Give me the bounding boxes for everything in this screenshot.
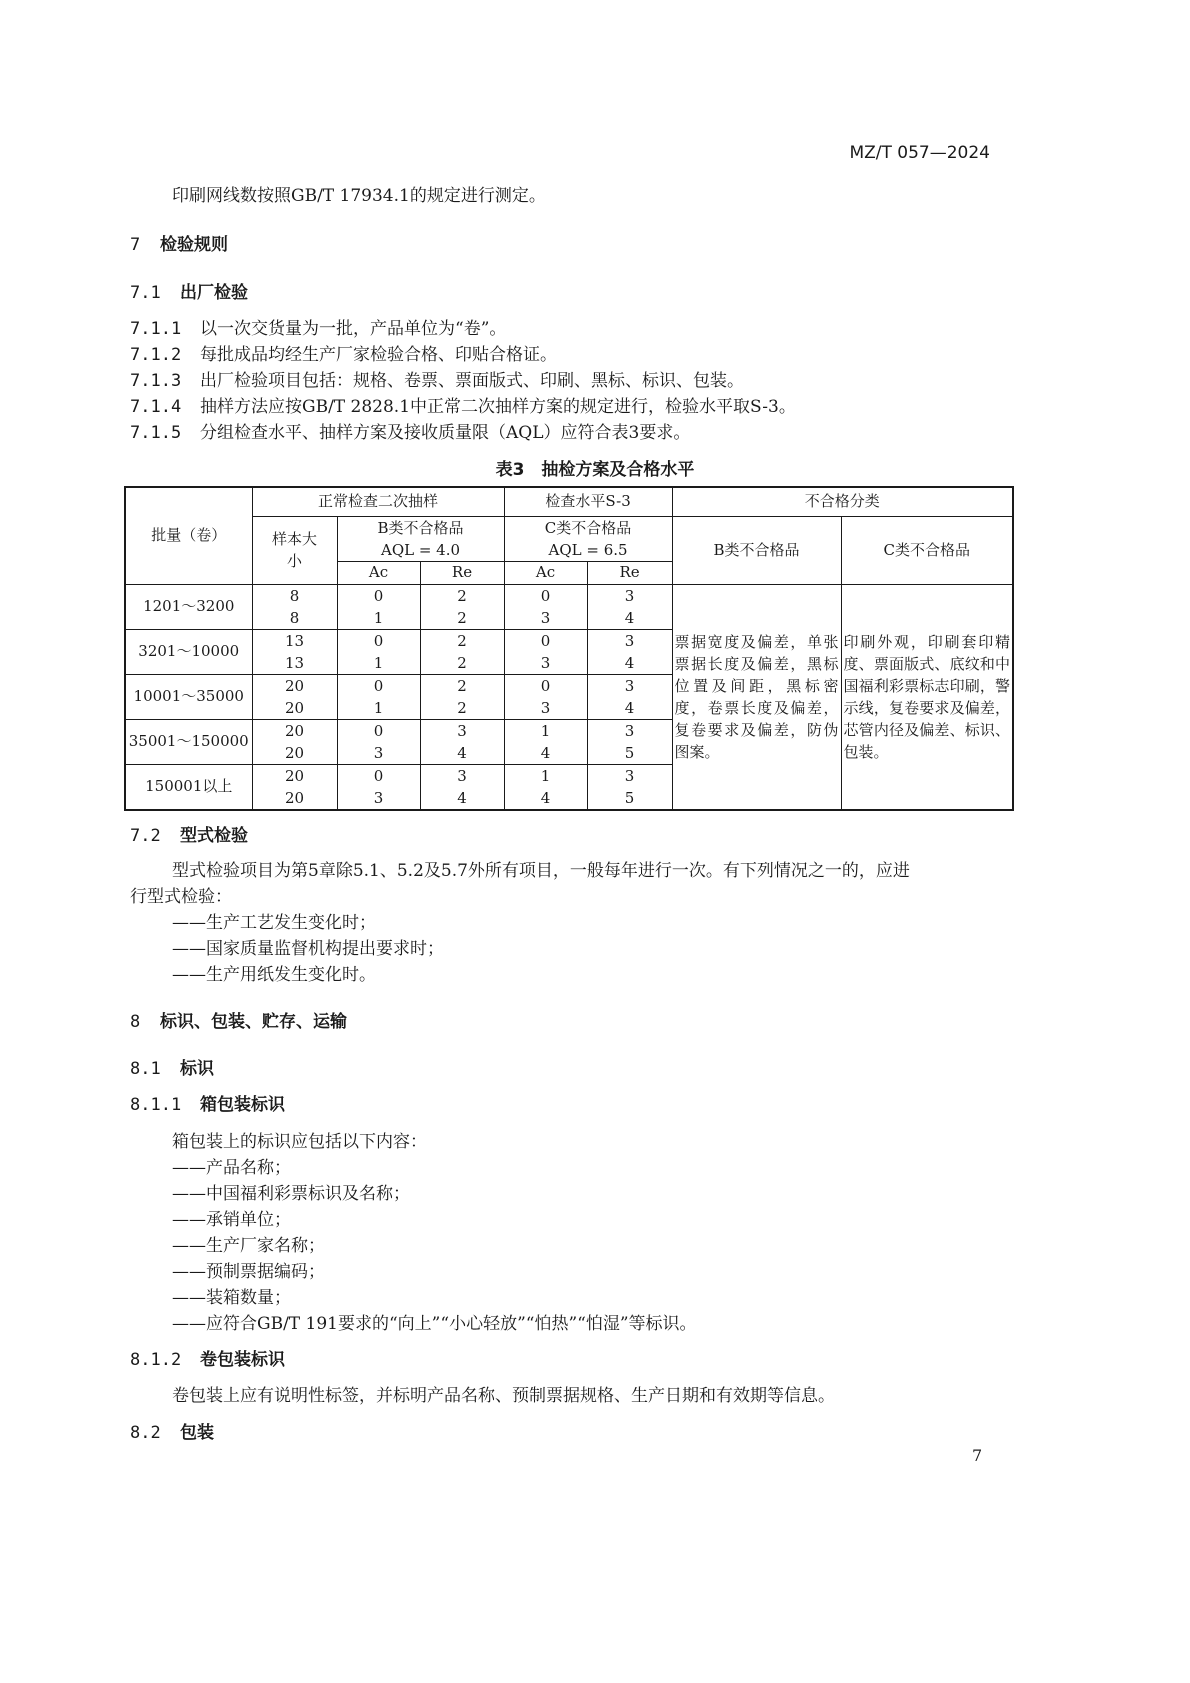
b-class-description: 票据宽度及偏差，单张票据长度及偏差，黑标位置及间距，黑标密度，卷票长度及偏差，复卷要求及偏差，防伪图案。	[672, 584, 841, 810]
sample-size-header: 样本大小	[252, 516, 337, 584]
clause-7-1-5	[130, 418, 690, 443]
b-ac-cell: 0 1	[337, 584, 420, 629]
sample-size-cell: 20 20	[252, 764, 337, 810]
type-test-paragraph-line1: 型式检验项目为第5章除5.1、5.2及5.7外所有项目，一般每年进行一次。有下列情况之一的，应进	[172, 861, 910, 881]
c-ac-cell: 1 4	[504, 719, 587, 764]
sample-size-cell: 20 20	[252, 674, 337, 719]
b-ac-cell: 0 1	[337, 674, 420, 719]
clause-text: 分组检查水平、抽样方案及接收质量限（AQL）应符合表3要求。	[200, 423, 691, 443]
section-8-1-2-heading	[130, 1345, 285, 1370]
clause-7-1-3	[130, 366, 744, 391]
nonconformity-header: 不合格分类	[672, 487, 1013, 516]
list-item: ——国家质量监督机构提出要求时；	[172, 939, 444, 959]
sample-size-cell: 8 8	[252, 584, 337, 629]
section-number: 8.1.2	[130, 1350, 182, 1370]
section-title: 标识	[180, 1059, 214, 1079]
section-7-heading	[130, 230, 228, 255]
c-aql-header: C类不合格品 AQL = 6.5	[504, 516, 672, 561]
sampling-table	[124, 486, 1014, 811]
lot-cell: 1201～3200	[125, 584, 252, 629]
page-number: 7	[972, 1446, 983, 1465]
c-ac-cell: 0 3	[504, 674, 587, 719]
clause-7-1-4	[130, 392, 796, 417]
list-item: ——装箱数量；	[172, 1288, 291, 1308]
b-re-cell: 2 2	[420, 674, 504, 719]
b-ac-cell: 0 3	[337, 719, 420, 764]
section-number: 7.2	[130, 826, 161, 846]
b-ac-header: Ac	[337, 561, 420, 584]
c-ac-header: Ac	[504, 561, 587, 584]
clause-text: 每批成品均经生产厂家检验合格、印贴合格证。	[200, 345, 557, 365]
standard-code: MZ/T 057—2024	[849, 143, 990, 163]
section-number: 8.1.1	[130, 1095, 182, 1115]
roll-label-paragraph: 卷包装上应有说明性标签，并标明产品名称、预制票据规格、生产日期和有效期等信息。	[172, 1386, 835, 1406]
section-title: 标识、包装、贮存、运输	[160, 1012, 347, 1032]
lot-cell: 35001～150000	[125, 719, 252, 764]
b-aql-header: B类不合格品 AQL = 4.0	[337, 516, 504, 561]
clause-number: 7.1.2	[130, 345, 182, 365]
section-title: 包装	[180, 1423, 214, 1443]
clause-number: 7.1.3	[130, 371, 182, 391]
section-number: 8	[130, 1012, 141, 1032]
c-ac-cell: 1 4	[504, 764, 587, 810]
c-re-cell: 3 4	[587, 629, 672, 674]
list-item: ——生产厂家名称；	[172, 1236, 325, 1256]
intro-paragraph: 印刷网线数按照GB/T 17934.1的规定进行测定。	[172, 186, 546, 206]
section-8-heading	[130, 1007, 347, 1032]
section-title: 检验规则	[160, 235, 228, 255]
clause-text: 以一次交货量为一批，产品单位为“卷”。	[200, 319, 507, 339]
c-re-cell: 3 4	[587, 674, 672, 719]
section-number: 7.1	[130, 283, 161, 303]
section-7-2-heading	[130, 821, 248, 846]
b-re-cell: 2 2	[420, 629, 504, 674]
c-class-header: C类不合格品	[841, 516, 1013, 584]
c-ac-cell: 0 3	[504, 584, 587, 629]
sample-size-cell: 13 13	[252, 629, 337, 674]
table-row	[125, 584, 1013, 629]
c-re-cell: 3 5	[587, 764, 672, 810]
sample-size-cell: 20 20	[252, 719, 337, 764]
section-7-1-heading	[130, 278, 248, 303]
inspection-level-header: 检查水平S-3	[504, 487, 672, 516]
b-ac-cell: 0 3	[337, 764, 420, 810]
c-re-cell: 3 5	[587, 719, 672, 764]
b-ac-cell: 0 1	[337, 629, 420, 674]
c-re-cell: 3 4	[587, 584, 672, 629]
list-item: ——产品名称；	[172, 1158, 291, 1178]
list-item: ——承销单位；	[172, 1210, 291, 1230]
c-re-header: Re	[587, 561, 672, 584]
lot-cell: 3201～10000	[125, 629, 252, 674]
clause-number: 7.1.5	[130, 423, 182, 443]
clause-7-1-1	[130, 314, 506, 339]
box-label-intro: 箱包装上的标识应包括以下内容：	[172, 1132, 427, 1152]
c-ac-cell: 0 3	[504, 629, 587, 674]
list-item: ——中国福利彩票标识及名称；	[172, 1184, 410, 1204]
lot-header: 批量（卷）	[125, 487, 252, 584]
section-8-2-heading	[130, 1418, 214, 1443]
clause-7-1-2	[130, 340, 557, 365]
section-title: 型式检验	[180, 826, 248, 846]
clause-number: 7.1.1	[130, 319, 182, 339]
c-class-description: 印刷外观，印刷套印精度、票面版式、底纹和中国福利彩票标志印刷，警示线，复卷要求及偏差，芯管内径及偏差、标识、包装。	[841, 584, 1013, 810]
clause-number: 7.1.4	[130, 397, 182, 417]
list-item: ——生产用纸发生变化时。	[172, 965, 376, 985]
list-item: ——生产工艺发生变化时；	[172, 913, 376, 933]
normal-inspection-header: 正常检查二次抽样	[252, 487, 504, 516]
section-8-1-1-heading	[130, 1090, 285, 1115]
type-test-paragraph-line2: 行型式检验：	[130, 887, 232, 907]
section-number: 8.2	[130, 1423, 161, 1443]
section-title: 出厂检验	[180, 283, 248, 303]
list-item: ——应符合GB/T 191要求的“向上”“小心轻放”“怕热”“怕湿”等标识。	[172, 1314, 697, 1334]
section-8-1-heading	[130, 1054, 214, 1079]
table-caption: 表3 抽检方案及合格水平	[495, 460, 695, 480]
section-number: 8.1	[130, 1059, 161, 1079]
b-re-cell: 2 2	[420, 584, 504, 629]
section-number: 7	[130, 235, 141, 255]
b-class-header: B类不合格品	[672, 516, 841, 584]
b-re-header: Re	[420, 561, 504, 584]
section-title: 箱包装标识	[200, 1095, 285, 1115]
lot-cell: 150001以上	[125, 764, 252, 810]
clause-text: 抽样方法应按GB/T 2828.1中正常二次抽样方案的规定进行，检验水平取S-3。	[200, 397, 796, 417]
b-re-cell: 3 4	[420, 719, 504, 764]
section-title: 卷包装标识	[200, 1350, 285, 1370]
clause-text: 出厂检验项目包括：规格、卷票、票面版式、印刷、黑标、标识、包装。	[200, 371, 744, 391]
list-item: ——预制票据编码；	[172, 1262, 325, 1282]
b-re-cell: 3 4	[420, 764, 504, 810]
lot-cell: 10001～35000	[125, 674, 252, 719]
